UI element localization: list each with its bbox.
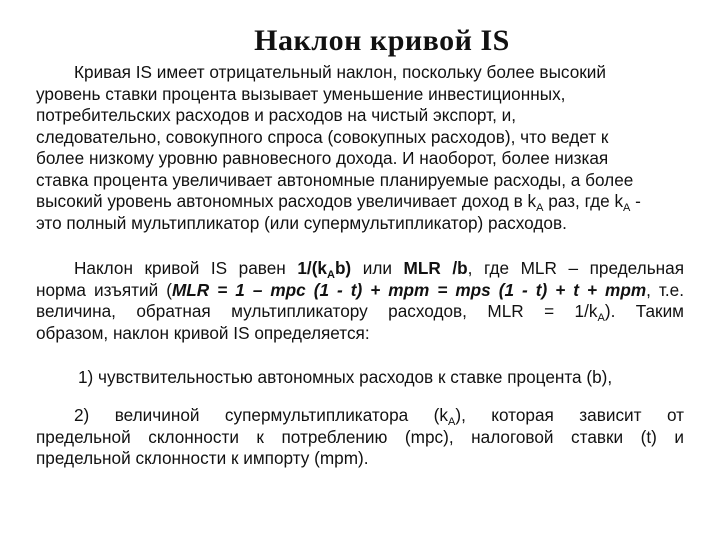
text-run: - <box>630 191 641 211</box>
text-line <box>36 405 684 427</box>
list-item-2 <box>36 405 684 470</box>
text-run: ), которая зависит от <box>455 405 684 425</box>
text-line: предельной склонности к импорту (mpm). <box>36 448 369 468</box>
text-run: ). Таким <box>604 301 684 321</box>
text-run: b) <box>334 258 352 278</box>
paragraph-is-slope-explanation <box>36 62 684 234</box>
text-line: следовательно, совокупного спроса (совокупных расходов), что ведет к <box>36 126 609 147</box>
text-run: , где MLR – предельная <box>467 258 685 278</box>
formula-mlr: MLR = 1 – mpc (1 - t) + mpm = mps (1 - t) + t + mpm <box>171 279 647 300</box>
text-run: или <box>351 258 404 278</box>
text-run: Наклон кривой IS равен <box>74 258 298 278</box>
text-line: более низкому уровню равновесного дохода. И наоборот, более низкая <box>36 148 609 168</box>
subscript: A <box>448 416 456 428</box>
formula-mlr-over-b: MLR /b <box>403 258 468 278</box>
text-line: предельной склонности к потреблению (mpc), налоговой ставки (t) и <box>36 426 684 447</box>
text-line: 1) чувствительностью автономных расходов к ставке процента (b), <box>78 367 613 387</box>
subscript: A <box>326 269 335 281</box>
text-run: , т.е. <box>646 279 684 300</box>
text-run: раз, где k <box>543 191 624 211</box>
formula-slope <box>297 258 352 281</box>
subscript: A <box>623 202 631 214</box>
text-line <box>36 258 684 280</box>
text-line: это полный мультипликатор (или супермультипликатор) расходов. <box>36 212 567 233</box>
text-line: Кривая IS имеет отрицательный наклон, поскольку более высокий <box>74 62 606 82</box>
text-line: ставка процента увеличивает автономные планируемые расходы, а более <box>36 169 634 190</box>
text-run: норма изъятий ( <box>36 279 172 300</box>
text-line: потребительских расходов и расходов на чистый экспорт, и, <box>36 105 517 125</box>
text-run: величина, обратная мультипликатору расходов, MLR = 1/k <box>36 301 598 321</box>
paragraph-is-slope-formula <box>36 258 684 344</box>
text-line <box>36 301 684 323</box>
text-line: уровень ставки процента вызывает уменьшение инвестиционных, <box>36 83 566 104</box>
list-item-1 <box>36 367 684 389</box>
text-run: 2) величиной супермультипликатора (k <box>74 405 448 425</box>
text-run: высокий уровень автономных расходов увеличивает доход в k <box>36 191 537 211</box>
subscript: A <box>536 202 544 214</box>
text-run: 1/(k <box>297 258 327 278</box>
text-line <box>36 280 684 302</box>
text-line <box>36 191 684 213</box>
slide-title: Наклон кривой IS <box>254 24 510 57</box>
text-line: образом, наклон кривой IS определяется: <box>36 322 370 343</box>
subscript: A <box>597 312 605 324</box>
